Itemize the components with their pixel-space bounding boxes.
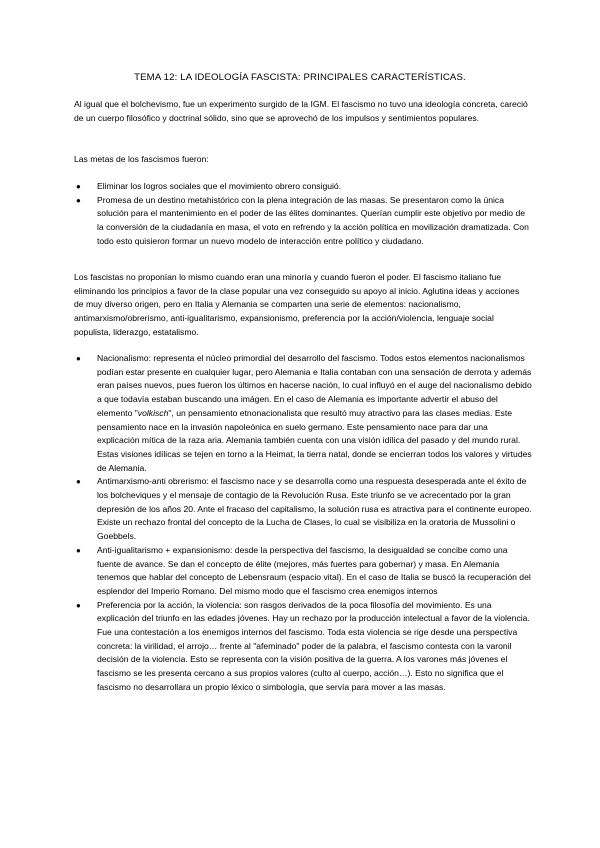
element-text-italic: volkisch <box>137 407 169 418</box>
element-text-start: Nacionalismo: representa el núcleo primordial del desarrollo del fascismo. Todos estos elementos nacionalismos podían estar presente en cualquier lugar, pero Alemania e Italia contaban con una sensación de derrota y además eran países nuevos, pues fueron los últimos en hacerse nación, lo cual influyó en el auge del nacionalismo debido a que todavía estaban buscando una imágen. En el caso de Alemania es importante advertir el abuso del elemento " <box>97 353 532 418</box>
metas-heading: Las metas de los fascismos fueron: <box>74 154 209 164</box>
meta-text: Promesa de un destino metahistórico con la plena integración de las masas. Se presentaron como la única solución para el mantenimiento en el poder de las élites dominantes. Querían cumplir este objetivo por medio de la conversión de la ciudadanía en masa, el voto en refrendo y la acción política en movilización dramatizada. Con todo esto quisieron formar un nuevo modelo de interacción entre político y ciudadano. <box>97 194 529 246</box>
element-text-end: ", un pensamiento etnonacionalista que resultó muy atractivo para las clases medias. Este pensamiento nace en la invasión napoleónica en suelo germano. Este pensamiento nace para dar una explicación mítica de la raza aria. Alemania también cuenta con una visión idílica del pasado y del mundo rural. Estas visiones idílicas se tejen en torno a la Heimat, la tierra natal, donde se encierran todos los valores y virtudes de Alemania. <box>97 407 532 473</box>
page-title: TEMA 12: LA IDEOLOGÍA FASCISTA: PRINCIPALES CARACTERÍSTICAS. <box>134 72 466 83</box>
elements-list <box>76 352 532 695</box>
element-text: Preferencia por la acción, la violencia: son rasgos derivados de la poca filosofía del movimiento. Es una explicación del triunfo en las edades jóvenes. Hay un rechazo por la producción intelectual a favor de la violencia. Fue una contestación a los enemigos internos del fascismo. Toda esta violencia se rige desde una perspectiva concreta: la virilidad, el arrojo… frente al "afeminado" poder de la palabra, el fascismo contesta con la varonil decisión de la violencia. Esto se representa con la visión positiva de la guerra. A los varones más jóvenes el fascismo se les presenta cercano a sus propios valores (culto al cuerpo, acción…). Esto no significa que el fascismo no desarrollara un propio léxico o simbología, que servía para mover a las masas. <box>97 599 530 692</box>
element-text: Antimarxismo-anti obrerismo: el fascismo nace y se desarrolla como una respuesta desesperada ante el éxito de los bolcheviques y el mensaje de contagio de la Revolución Rusa. Este triunfo se ve acrecentado por la gran depresión de los años 20. Ante el fracaso del capitalismo, la solución rusa es atractiva para el continente europeo. Existe un rechazo frontal del concepto de la Lucha de Clases, lo cual se visibiliza en la oratoria de Mussolini o Goebbels. <box>97 476 532 542</box>
list-item <box>76 475 532 544</box>
paragraph-2 <box>74 271 530 340</box>
list-item <box>76 599 532 695</box>
intro-text: Al igual que el bolchevismo, fue un experimento surgido de la IGM. El fascismo no tuvo una ideología concreta, careció de un cuerpo filosófico y doctrinal sólido, sino que se aprovechó de los impulsos y sentimientos populares. <box>74 99 528 123</box>
bullet-icon: ● <box>76 477 81 487</box>
meta-text: Eliminar los logros sociales que el movimiento obrero consiguió. <box>97 181 342 191</box>
bullet-icon: ● <box>76 545 81 555</box>
metas-heading-block <box>74 153 530 167</box>
list-item <box>76 180 532 194</box>
list-item <box>76 544 532 599</box>
element-text: Anti-igualitarismo + expansionismo: desde la perspectiva del fascismo, la desigualdad se concibe como una fuente de avance. Se dan el concepto de élite (mejores, más fuertes para gobernar) y masa. En Alemania tenemos que hablar del concepto de Lebensraum (espacio vital). En el caso de Italia se buscó la recuperación del esplendor del Imperio Romano. Del mismo modo que el fascismo crea enemigos internos <box>97 544 531 596</box>
paragraph-2-text: Los fascistas no proponían lo mismo cuando eran una minoría y cuando fueron el poder. El fascismo italiano fue eliminando los principios a favor de la clase popular una vez conseguido su apoyo al inicio. Aglutina ideas y acciones de muy diverso origen, pero en Italia y Alemania se comparten una serie de elementos: nacionalismo, antimarxismo/obrerismo, anti-igualitarismo, expansionismo, preferencia por la acción/violencia, lenguaje social populista, liderazgo, estatalismo. <box>74 272 520 337</box>
bullet-icon: ● <box>76 195 81 205</box>
intro-paragraph <box>74 98 530 125</box>
list-item <box>76 194 532 249</box>
bullet-icon: ● <box>76 600 81 610</box>
metas-list <box>76 180 532 249</box>
bullet-icon: ● <box>76 182 81 191</box>
bullet-icon: ● <box>76 354 81 363</box>
list-item <box>76 352 532 475</box>
